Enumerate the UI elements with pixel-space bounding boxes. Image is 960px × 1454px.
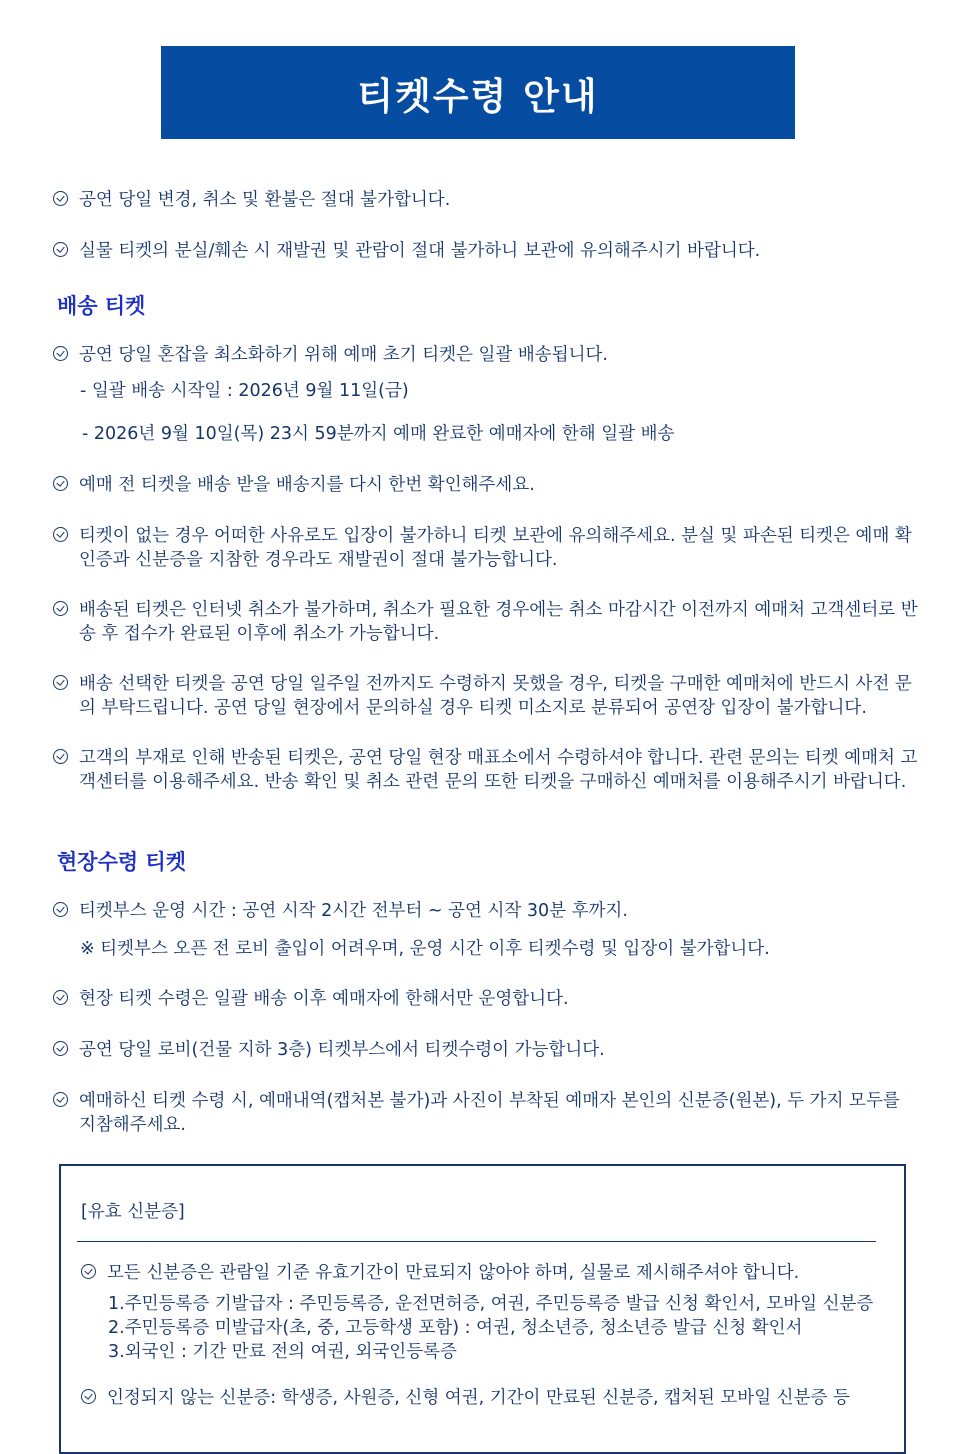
check-circle-icon <box>53 346 68 361</box>
check-circle-icon <box>53 476 68 491</box>
check-circle-icon <box>53 902 68 917</box>
page-title: 티켓수령 안내 <box>161 46 795 139</box>
check-circle-icon <box>53 990 68 1005</box>
notice-item: 공연 당일 로비(건물 지하 3층) 티켓부스에서 티켓수령이 가능합니다. <box>53 1038 920 1062</box>
check-circle-icon <box>53 601 68 616</box>
valid-id-box <box>59 1164 906 1454</box>
box-title: [유효 신분증] <box>81 1202 185 1222</box>
notice-item: 공연 당일 변경, 취소 및 환불은 절대 불가합니다. <box>53 188 920 212</box>
check-circle-icon <box>53 675 68 690</box>
notice-item: 고객의 부재로 인해 반송된 티켓은, 공연 당일 현장 매표소에서 수령하셔야 합니다. 관련 문의는 티켓 예매처 고객센터를 이용해주세요. 반송 확인 및 취소 관련 문의 또한 티켓을 구매하신 예매처를 이용해주시기 바랍니다. <box>53 746 920 794</box>
invalid-id-note: 인정되지 않는 신분증: 학생증, 사원증, 신형 여권, 기간이 만료된 신분증, 캡처된 모바일 신분증 등 <box>81 1386 884 1410</box>
notice-item: 실물 티켓의 분실/훼손 시 재발권 및 관람이 절대 불가하니 보관에 유의해주시기 바랍니다. <box>53 239 920 263</box>
notice-item: 티켓이 없는 경우 어떠한 사유로도 입장이 불가하니 티켓 보관에 유의해주세요. 분실 및 파손된 티켓은 예매 확인증과 신분증을 지참한 경우라도 재발권이 절대 불가능합니다. <box>53 524 920 572</box>
notice-item: 예매하신 티켓 수령 시, 예매내역(캡처본 불가)과 사진이 부착된 예매자 본인의 신분증(원본), 두 가지 모두를 지참해주세요. <box>53 1089 920 1137</box>
notice-item: 티켓부스 운영 시간 : 공연 시작 2시간 전부터 ~ 공연 시작 30분 후까지. <box>53 899 920 923</box>
id-list-item: 1.주민등록증 기발급자 : 주민등록증, 운전면허증, 여권, 주민등록증 발급 신청 확인서, 모바일 신분증 <box>108 1294 874 1314</box>
check-circle-icon <box>53 749 68 764</box>
notice-item: 배송된 티켓은 인터넷 취소가 불가하며, 취소가 필요한 경우에는 취소 마감시간 이전까지 예매처 고객센터로 반송 후 접수가 완료된 이후에 취소가 가능합니다. <box>53 598 920 646</box>
notice-item: 배송 선택한 티켓을 공연 당일 일주일 전까지도 수령하지 못했을 경우, 티켓을 구매한 예매처에 반드시 사전 문의 부탁드립니다. 공연 당일 현장에서 문의하실 경우 티켓 미소지로 분류되어 공연장 입장이 불가합니다. <box>53 672 920 720</box>
id-list-item: 3.외국인 : 기간 만료 전의 여권, 외국인등록증 <box>108 1342 457 1362</box>
section-heading-onsite: 현장수령 티켓 <box>57 850 187 874</box>
check-circle-icon <box>53 242 68 257</box>
ticket-booth-note: ※ 티켓부스 오픈 전 로비 출입이 어려우며, 운영 시간 이후 티켓수령 및 입장이 불가합니다. <box>80 939 770 959</box>
check-circle-icon <box>53 191 68 206</box>
check-circle-icon <box>53 1041 68 1056</box>
id-list-item: 2.주민등록증 미발급자(초, 중, 고등학생 포함) : 여권, 청소년증, 청소년증 발급 신청 확인서 <box>108 1318 803 1338</box>
notice-item: 예매 전 티켓을 배송 받을 배송지를 다시 한번 확인해주세요. <box>53 473 920 497</box>
check-circle-icon <box>53 1092 68 1107</box>
valid-id-requirement: 모든 신분증은 관람일 기준 유효기간이 만료되지 않아야 하며, 실물로 제시해주셔야 합니다. <box>81 1261 884 1285</box>
notice-item: 현장 티켓 수령은 일괄 배송 이후 예매자에 한해서만 운영합니다. <box>53 987 920 1011</box>
divider <box>77 1241 876 1242</box>
check-circle-icon <box>53 527 68 542</box>
notice-item: 공연 당일 혼잡을 최소화하기 위해 예매 초기 티켓은 일괄 배송됩니다. <box>53 343 920 367</box>
delivery-start-date: - 일괄 배송 시작일 : 2026년 9월 11일(금) <box>80 381 409 401</box>
delivery-deadline: - 2026년 9월 10일(목) 23시 59분까지 예매 완료한 예매자에 한해 일괄 배송 <box>82 424 675 444</box>
section-heading-delivery: 배송 티켓 <box>57 294 146 318</box>
check-circle-icon <box>81 1389 96 1404</box>
check-circle-icon <box>81 1264 96 1279</box>
